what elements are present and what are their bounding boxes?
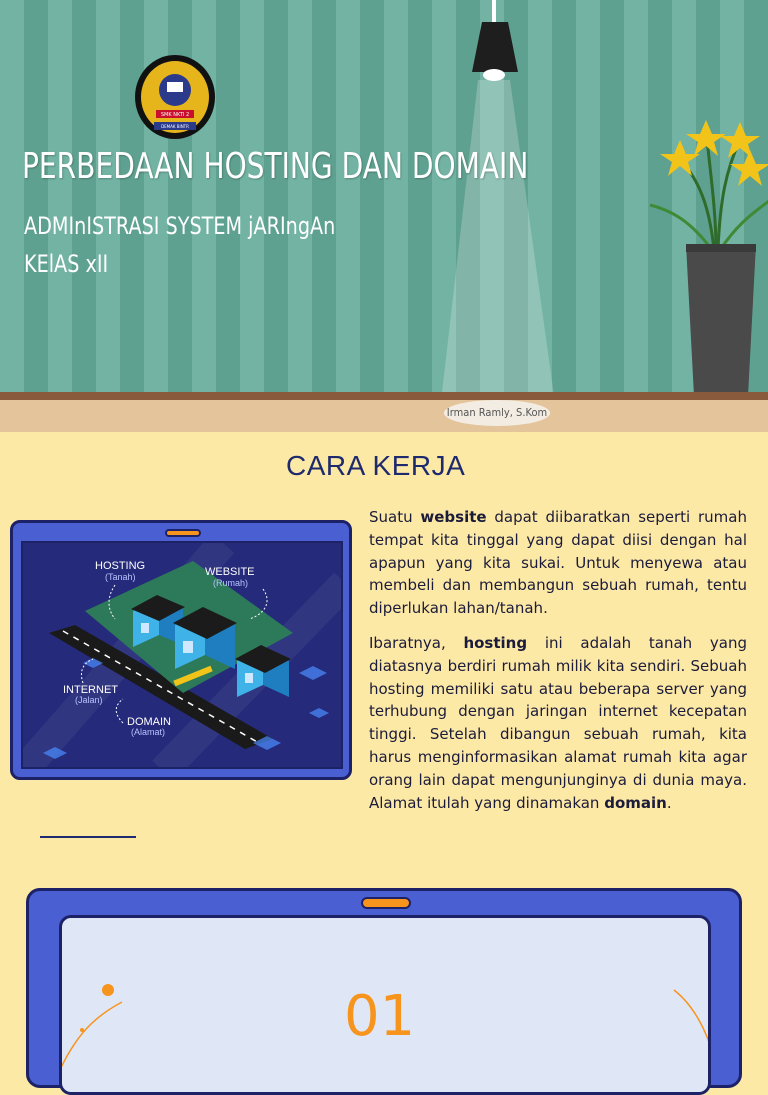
text: dapat diibaratkan seperti rumah tempat kita tinggal yang dapat diisi dengan hal apapun yang kita sukai. Untuk menyewa atau membeli dan membangun sebuah rumah, tentu diperlukan lahan/tanah. [369,508,747,618]
floor [0,392,768,432]
paragraph-website [369,506,747,620]
school-logo [132,52,218,142]
text: . [666,793,672,812]
label-hosting: HOSTING [95,560,146,572]
title-slide [0,0,768,432]
label-internet: INTERNET [63,684,118,696]
camera-bar [361,897,411,909]
text: Suatu [369,508,421,526]
laptop-illustration [10,520,352,780]
laptop-screen [59,915,711,1095]
label-internet-sub: (Jalan) [75,695,103,705]
keyword-domain: domain [604,793,667,812]
keyword-hosting: hosting [463,634,528,652]
label-website-sub: (Rumah) [213,578,249,588]
label-domain: DOMAIN [127,716,171,728]
paragraph-hosting [369,632,747,814]
section-number: 01 [344,984,416,1049]
label-website: WEBSITE [205,566,255,578]
laptop-frame [26,888,742,1088]
text: ini adalah tanah yang diatasnya berdiri rumah milik kita sendiri. Sebuah hosting memiliki satu atau beberapa server yang terhubung dengan jaringan internet kecepatan tinggi. Setelah dibangun sebuah rumah, kita harus menginformasikan alamat rumah kita agar orang lain dapat mengunjunginya di dunia maya. Alamat itulah yang dinamakan [369,634,747,812]
laptop-screen [21,541,343,769]
label-domain-sub: (Alamat) [131,727,166,737]
subtitle-class: KElAS xII [24,250,109,278]
logo-text-top: SMK NKTI 2 [160,112,190,118]
text: Ibaratnya, [369,634,464,652]
label-hosting-sub: (Tanah) [105,572,136,582]
logo-text-bottom: DEMAK BINTR [161,124,189,129]
author-badge: Irman Ramly, S.Kom [444,400,550,426]
camera-bar [165,529,201,537]
subtitle-course: ADMInISTRASI SYSTEM jARIngAn [24,212,336,240]
keyword-website: website [420,508,487,526]
plant-illustration [640,100,768,420]
hosting-diagram [23,543,343,769]
section-heading: CARA KERJA [286,450,466,481]
page-title: PERBEDAAN HOSTING DAN DOMAIN [22,146,529,187]
content-slide [0,432,768,1049]
divider [40,836,136,838]
